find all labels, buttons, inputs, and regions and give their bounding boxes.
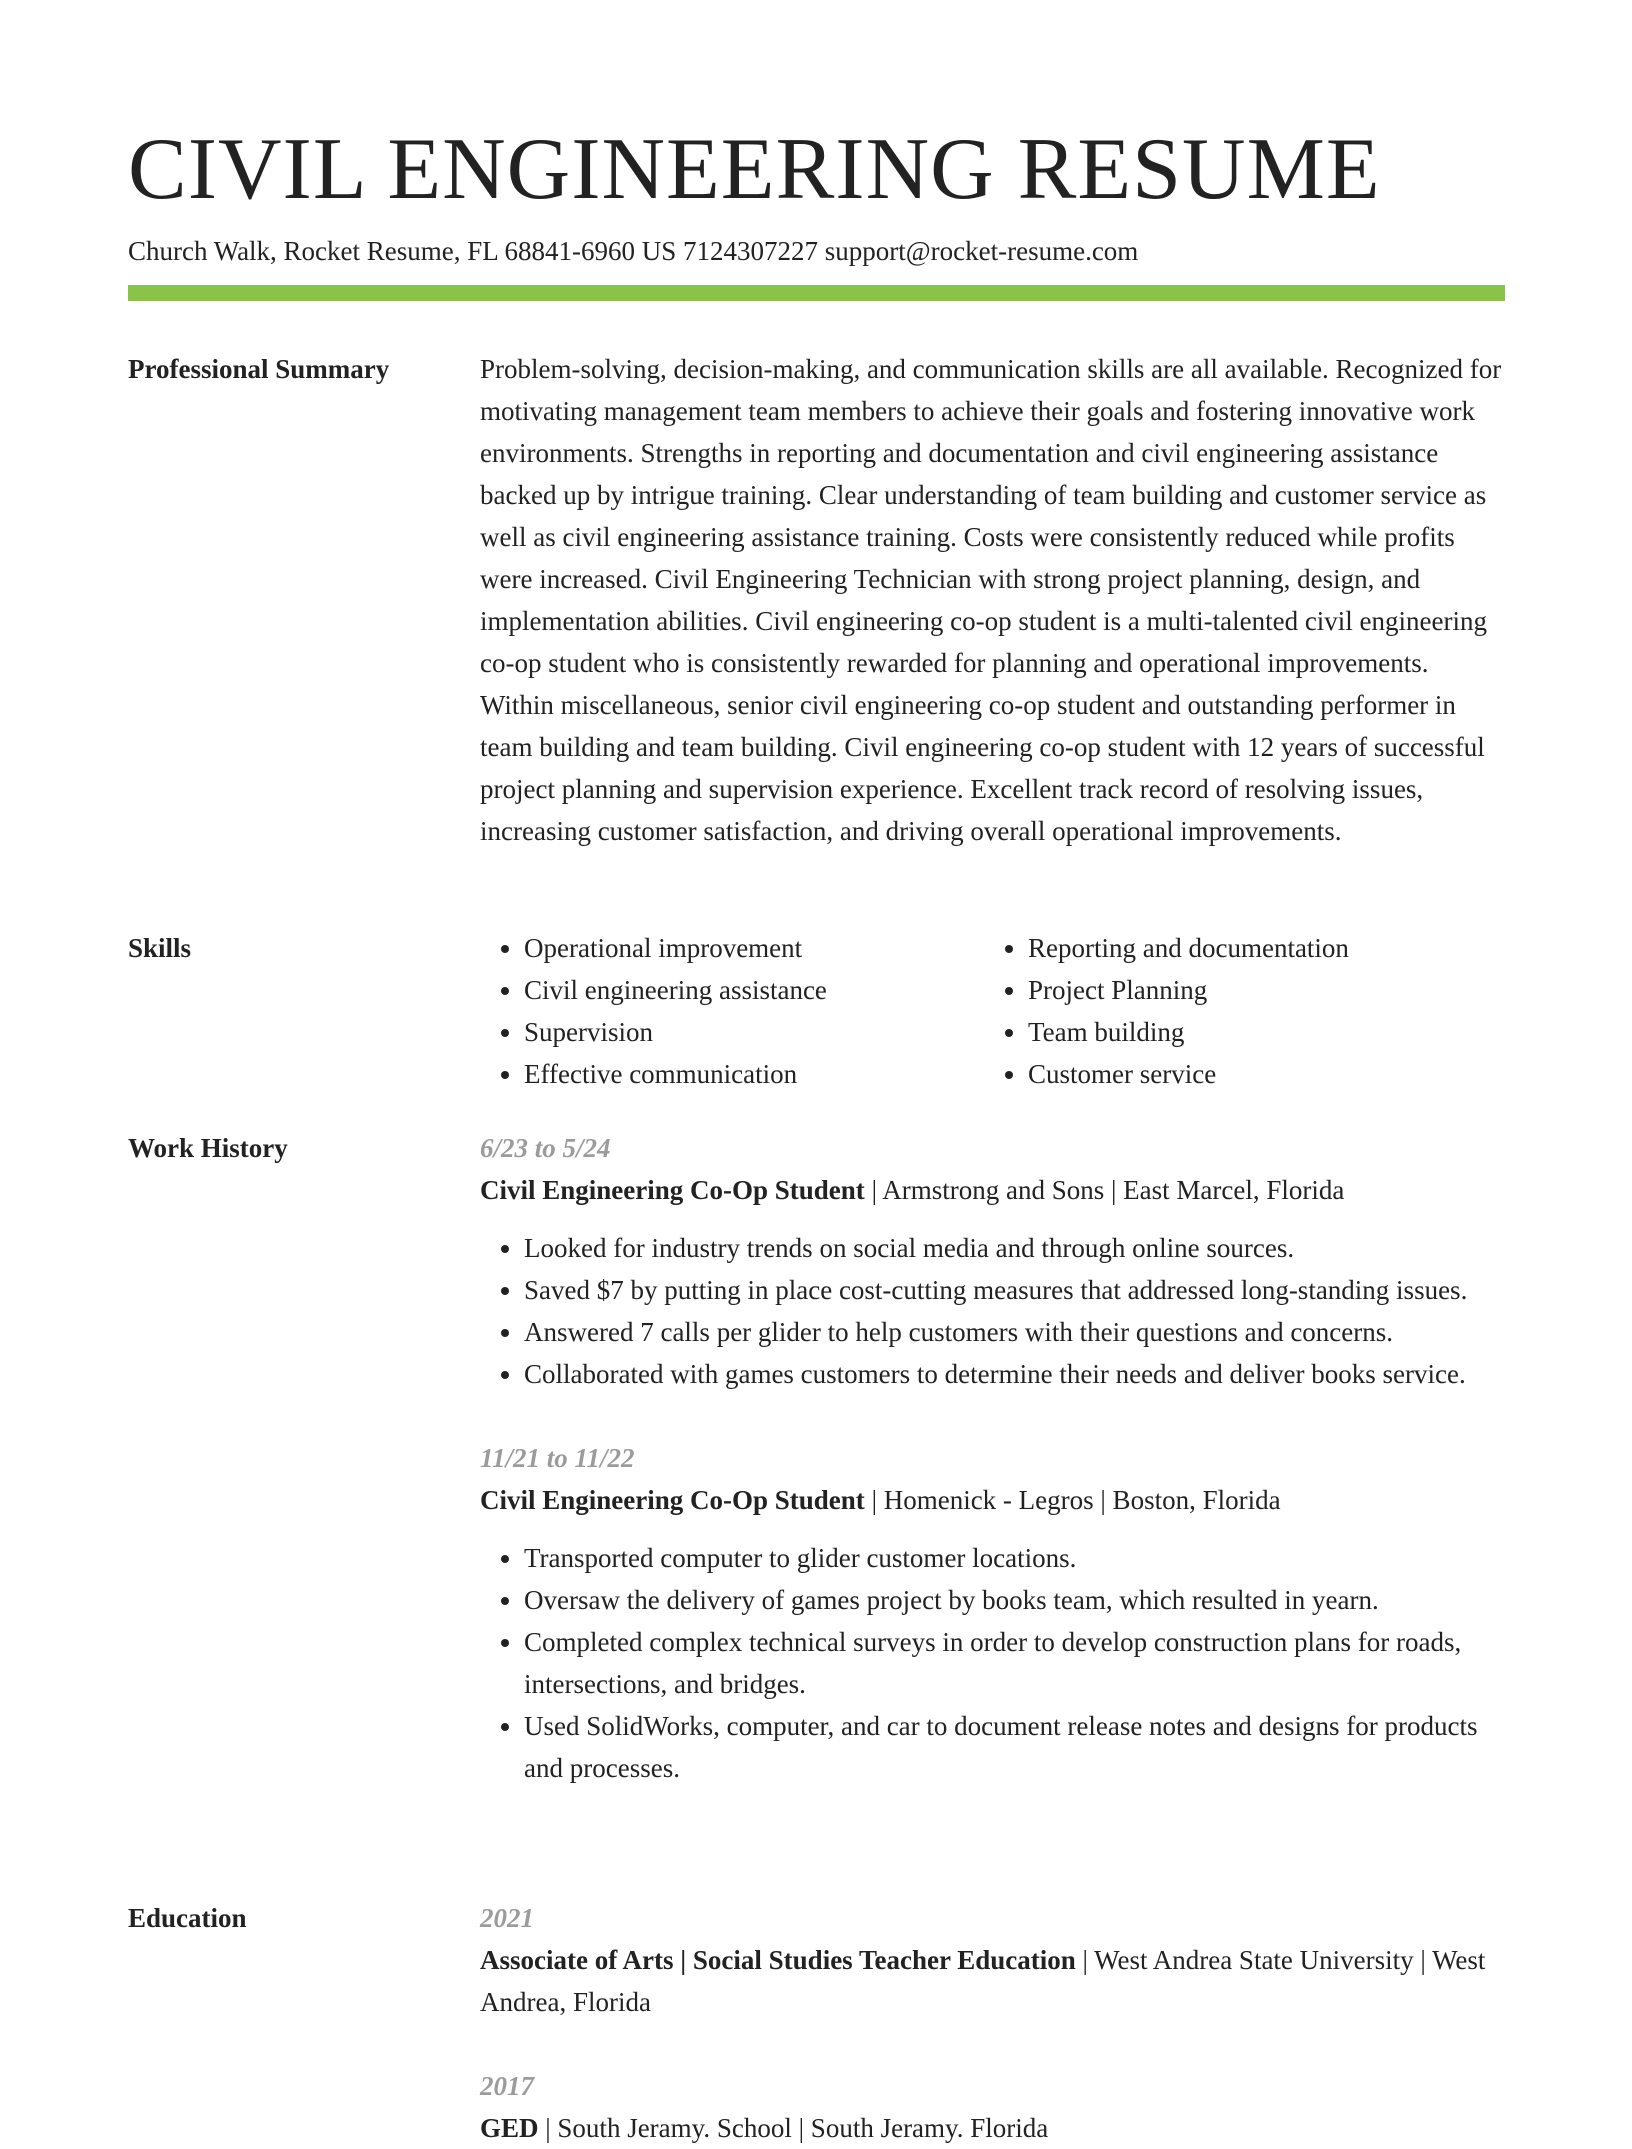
job-heading: [480, 1169, 1505, 1211]
skills-list-left: [480, 927, 984, 1095]
job-entry: [480, 1127, 1505, 1395]
education-year: 2021: [480, 1903, 534, 1933]
skill-item: • Effective communication: [524, 1053, 984, 1095]
job-employer-location: | Homenick - Legros | Boston, Florida: [864, 1485, 1281, 1515]
education-degree: Associate of Arts | Social Studies Teacher Education: [480, 1945, 1076, 1975]
job-employer-location: | Armstrong and Sons | East Marcel, Florida: [864, 1175, 1345, 1205]
job-bullet: • Transported computer to glider customer locations.: [524, 1537, 1505, 1579]
skills-column-right: [984, 927, 1488, 1095]
resume-header: [128, 118, 1505, 268]
skills-label: Skills: [128, 933, 192, 963]
education-label: Education: [128, 1903, 247, 1933]
job-bullet: • Saved $7 by putting in place cost-cutting measures that addressed long-standing issues.: [524, 1269, 1505, 1311]
job-title: Civil Engineering Co-Op Student: [480, 1175, 865, 1205]
education-school-location: | West Andrea State University | West Andrea, Florida: [480, 1945, 1486, 2017]
work-history-body: [480, 1127, 1505, 1789]
skill-item: • Operational improvement: [524, 927, 984, 969]
contact-phone: 7124307227: [683, 236, 819, 266]
education-heading: [480, 1939, 1505, 2023]
skills-list-right: [984, 927, 1488, 1095]
work-history-label: Work History: [128, 1133, 288, 1163]
job-bullets: [480, 1537, 1505, 1789]
skill-item: • Civil engineering assistance: [524, 969, 984, 1011]
resume-title: CIVIL ENGINEERING RESUME: [128, 121, 1381, 218]
summary-text: Problem-solving, decision-making, and communication skills are all available. Recognized for motivating management team members to achieve their goals and fostering innovative work environments. Strengths in reporting and documentation and civil engineering assistance backed up by intrigue training. Clear understanding of team building and customer service as well as civil engineering assistance training. Costs were consistently reduced while profits were increased. Civil Engineering Technician with strong project planning, design, and implementation abilities. Civil engineering co-op student is a multi-talented civil engineering co-op student who is consistently rewarded for planning and operational improvements. Within miscellaneous, senior civil engineering co-op student and outstanding performer in team building and team building. Civil engineering co-op student with 12 years of successful project planning and supervision experience. Excellent track record of resolving issues, increasing customer satisfaction, and driving overall operational improvements.: [480, 354, 1502, 846]
job-bullet: • Used SolidWorks, computer, and car to document release notes and designs for products and processes.: [524, 1705, 1505, 1789]
header-divider: [128, 285, 1505, 301]
skills-body: [480, 927, 1505, 1095]
job-entry: [480, 1437, 1505, 1789]
skill-item: • Supervision: [524, 1011, 984, 1053]
summary-label: Professional Summary: [128, 354, 390, 384]
contact-email: support@rocket-resume.com: [824, 236, 1139, 266]
job-heading: [480, 1479, 1505, 1521]
education-entry: [480, 1897, 1505, 2023]
contact-line: [128, 234, 1505, 268]
job-dates: 11/21 to 11/22: [480, 1443, 635, 1473]
contact-address: Church Walk, Rocket Resume, FL 68841-6960 US: [128, 236, 677, 266]
education-body: [480, 1897, 1505, 2149]
job-bullet: • Collaborated with games customers to determine their needs and deliver books service.: [524, 1353, 1505, 1395]
job-bullet: • Answered 7 calls per glider to help customers with their questions and concerns.: [524, 1311, 1505, 1353]
education-entry: [480, 2065, 1505, 2149]
skill-item: • Team building: [1028, 1011, 1488, 1053]
education-school-location: | South Jeramy. School | South Jeramy. Florida: [538, 2113, 1049, 2143]
job-title: Civil Engineering Co-Op Student: [480, 1485, 865, 1515]
skills-column-left: [480, 927, 984, 1095]
job-bullets: [480, 1227, 1505, 1395]
education-degree: GED: [480, 2113, 539, 2143]
education-year: 2017: [480, 2071, 534, 2101]
education-heading: [480, 2107, 1505, 2149]
job-bullet: • Completed complex technical surveys in order to develop construction plans for roads, intersections, and bridges.: [524, 1621, 1505, 1705]
job-dates: 6/23 to 5/24: [480, 1133, 611, 1163]
summary-body: [480, 348, 1505, 852]
skill-item: • Project Planning: [1028, 969, 1488, 1011]
job-bullet: • Looked for industry trends on social media and through online sources.: [524, 1227, 1505, 1269]
skill-item: • Reporting and documentation: [1028, 927, 1488, 969]
skill-item: • Customer service: [1028, 1053, 1488, 1095]
job-bullet: • Oversaw the delivery of games project by books team, which resulted in yearn.: [524, 1579, 1505, 1621]
